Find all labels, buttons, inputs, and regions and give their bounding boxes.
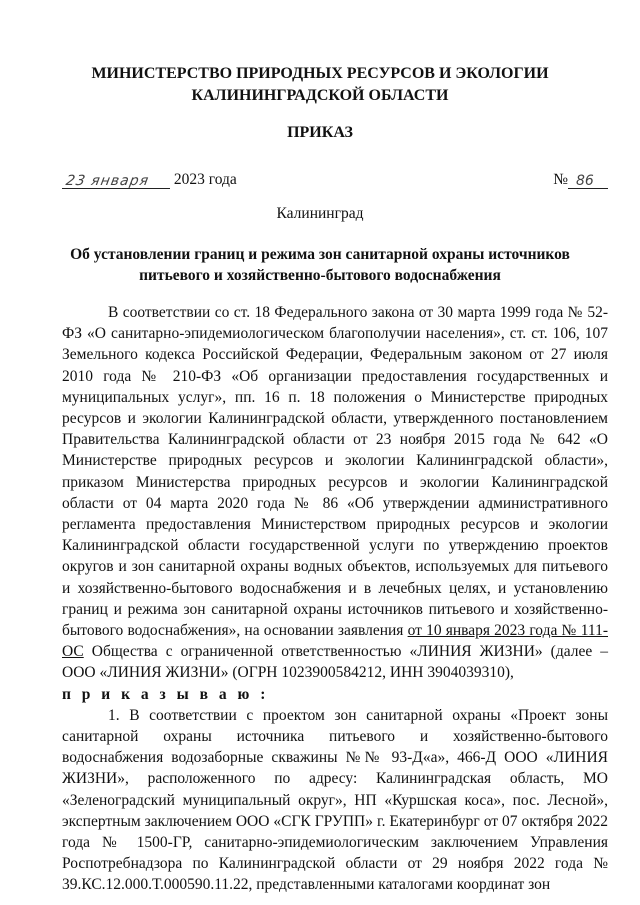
ministry-name-line2: КАЛИНИНГРАДСКОЙ ОБЛАСТИ (191, 87, 449, 104)
date-field (62, 170, 170, 189)
number-field (568, 170, 608, 189)
document-title (0, 244, 640, 286)
ministry-name-line1: МИНИСТЕРСТВО ПРИРОДНЫХ РЕСУРСОВ И ЭКОЛОГИИ (91, 65, 549, 82)
paragraph-preamble (62, 302, 608, 684)
number-label: № (553, 171, 568, 188)
title-line2: питьевого и хозяйственно-бытового водоснабжения (139, 267, 501, 284)
paragraph-item-1: 1. В соответствии с проектом зон санитарной охраны «Проект зоны санитарной охраны источника питьевого и хозяйственно-бытового водоснабжения водозаборные скважины №№ 93-Д«а», 466-Д ООО «ЛИНИЯ ЖИЗНИ», расположенного по адресу: Калининградская область, МО «Зеленоградский муниципальный округ», НП «Куршская коса», пос. Лесной», экспертным заключением ООО «СГК ГРУПП» г. Екатеринбург от 07 октября 2022 года № 1500-ГР, санитарно-эпидемиологическим заключением Управления Роспотребнадзора по Калининградской области от 29 ноября 2022 года № 39.КС.12.000.Т.000590.11.22, представленными каталогами координат зон (62, 706, 608, 894)
preamble-applicant: Общества с ограниченной ответственностью «ЛИНИЯ ЖИЗНИ» (далее – ООО «ЛИНИЯ ЖИЗНИ» (ОГРН 1023900584212, ИНН 3904039310), (62, 643, 608, 682)
city: Калининград (276, 205, 364, 222)
date-year: 2023 года (173, 171, 237, 188)
preamble-text: В соответствии со ст. 18 Федерального закона от 30 марта 1999 года № 52-ФЗ «О санитарно-эпидемиологическом благополучии населения», ст. ст. 106, 107 Земельного кодекса Российской Федерации, Федеральным законом от 27 июля 2010 года № 210-ФЗ «Об организации предоставления государственных и муниципальных услуг», пп. 16 п. 18 положения о Министерстве природных ресурсов и экологии Калининградской области, утвержденного постановлением Правительства Калининградской области от 23 ноября 2015 года № 642 «О Министерстве природных ресурсов и экологии Калининградской области», приказом Министерства природных ресурсов и экологии Калининградской области от 04 марта 2020 года № 86 «Об утверждении административного регламента предоставления Министерством природных ресурсов и экологии Калининградской области государственной услуги по утверждению проектов округов и зон санитарной охраны водных объектов, используемых для питьевого и хозяйственно-бытового водоснабжения и в лечебных целях, и установлению границ и режима зон санитарной охраны источников питьевого и хозяйственно-бытового водоснабжения», на основании заявления (62, 304, 608, 640)
title-line1: Об установлении границ и режима зон санитарной охраны источников (70, 246, 570, 263)
order-number (553, 170, 608, 189)
handwritten-date: 23 января (64, 173, 151, 189)
application-reference: от 10 января 2023 года № 111-ОС (62, 622, 608, 661)
order-word: п р и к а з ы в а ю : (62, 685, 269, 703)
document-body (62, 302, 608, 896)
date-number-row (62, 170, 608, 194)
ministry-header (0, 63, 640, 107)
document-type: ПРИКАЗ (287, 124, 353, 141)
handwritten-number: 86 (576, 173, 594, 189)
